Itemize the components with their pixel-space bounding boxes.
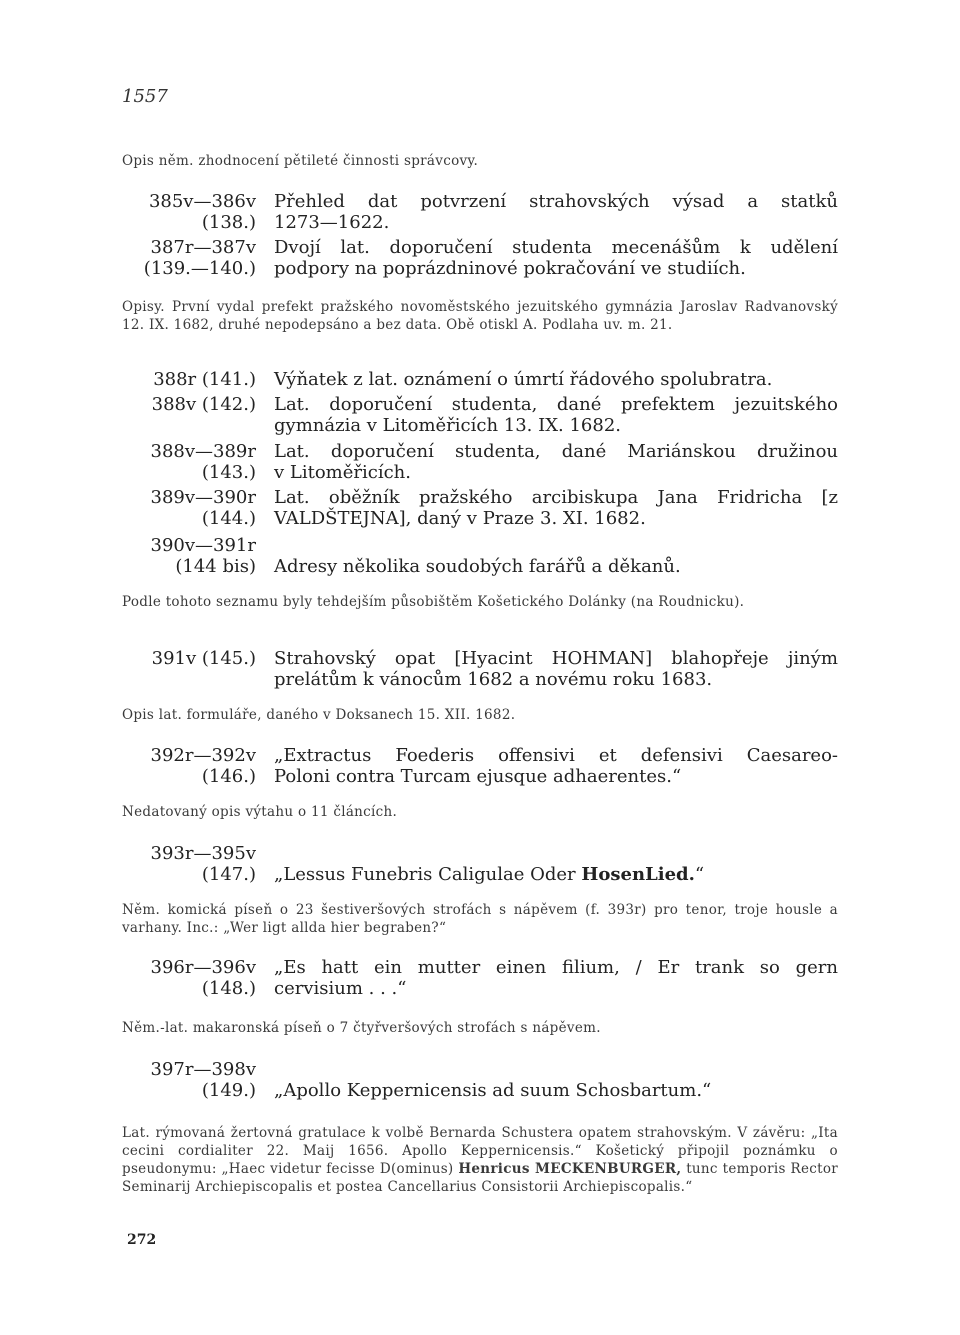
catalog-entry xyxy=(122,394,838,436)
bold-name: Henricus MECKENBURGER, xyxy=(458,1161,682,1177)
folio-reference xyxy=(122,191,274,233)
item-number: (139.—140.) xyxy=(143,258,256,279)
folio-reference xyxy=(122,535,274,577)
description-line: podpory na poprázdninové pokračování ve studiích. xyxy=(274,258,746,279)
item-number: (144.) xyxy=(201,508,256,529)
item-number: (138.) xyxy=(201,212,256,233)
item-number: (149.) xyxy=(201,1080,256,1101)
note: Opisy. První vydal prefekt pražského novoměstského jezuitského gymnázia Jaroslav Radvanovský 12. IX. 1682, druhé nepodepsáno a bez data. Obě otiskl A. Podlaha uv. m. 21. xyxy=(122,299,838,333)
folio-range: 389v—390r xyxy=(150,487,256,508)
catalog-entry xyxy=(122,648,838,690)
catalog-entry xyxy=(122,745,838,787)
entry-description xyxy=(274,369,838,390)
catalog-entry xyxy=(122,487,838,529)
description-line: cervisium . . .“ xyxy=(274,978,407,999)
note xyxy=(122,1124,838,1196)
description-line: gymnázia v Litoměřicích 13. IX. 1682. xyxy=(274,415,622,436)
item-number: (143.) xyxy=(201,462,256,483)
folio-range: 393r—395v xyxy=(150,843,256,864)
entry-number: 1557 xyxy=(122,86,168,107)
folio-range: 396r—396v xyxy=(150,957,256,978)
description-line: Poloni contra Turcam ejusque adhaerentes.“ xyxy=(274,766,682,787)
folio-reference xyxy=(122,1059,274,1101)
page-number: 272 xyxy=(127,1232,157,1248)
description-line: „Apollo Keppernicensis ad suum Schosbartum.“ xyxy=(274,1080,712,1101)
note: Něm. komická píseň o 23 šestiveršových strofách s nápěvem (f. 393r) pro tenor, troje housle a varhany. Inc.: „Wer ligt allda hier begraben?“ xyxy=(122,902,838,936)
description-line: Výňatek z lat. oznámení o úmrtí řádového spolubratra. xyxy=(274,369,773,390)
catalog-entry xyxy=(122,441,838,483)
note-text: Lat. rýmovaná žertovná gratulace k volbě Bernarda Schustera opatem strahovským. V závěru: „Ita cecini cordialiter 22. Maij 1656. Apollo Keppernicensis.“ Košetický připojil poznámku o pseudonymu: „Haec videtur fecisse D(ominus) xyxy=(122,1125,838,1177)
folio-reference: 391v (145.) xyxy=(151,648,256,669)
folio-reference xyxy=(122,441,274,483)
folio-reference xyxy=(122,745,274,787)
note: Něm.-lat. makaronská píseň o 7 čtyřveršových strofách s nápěvem. xyxy=(122,1020,601,1036)
folio-range: 392r—392v xyxy=(150,745,256,766)
description-line: Lat. doporučení studenta, dané prefektem jezuitského xyxy=(274,394,838,415)
entry-description xyxy=(274,957,838,999)
description-line: Lat. doporučení studenta, dané Mariánskou družinou xyxy=(274,441,838,462)
description-line: „Extractus Foederis offensivi et defensivi Caesareo- xyxy=(274,745,838,766)
description-line: „Es hatt ein mutter einen filium, / Er trank so gern xyxy=(274,957,838,978)
folio-reference: 388v (142.) xyxy=(151,394,256,415)
entry-description xyxy=(274,535,838,577)
closing-quote: “ xyxy=(694,864,705,885)
entry-description xyxy=(274,487,838,529)
description-line: Přehled dat potvrzení strahovských výsad a statků xyxy=(274,191,838,212)
entry-description xyxy=(274,394,838,436)
description-line: Adresy několika soudobých farářů a děkanů. xyxy=(274,556,681,577)
folio-reference xyxy=(122,237,274,279)
catalog-entry xyxy=(122,191,838,233)
item-number: (146.) xyxy=(201,766,256,787)
folio-reference xyxy=(122,843,274,885)
catalog-entry xyxy=(122,369,838,390)
note: Opis něm. zhodnocení pětileté činnosti správcovy. xyxy=(122,153,479,169)
folio-range: 397r—398v xyxy=(150,1059,256,1080)
description-line: Dvojí lat. doporučení studenta mecenášům k udělení xyxy=(274,237,838,258)
catalog-entry xyxy=(122,237,838,279)
item-number: (144 bis) xyxy=(175,556,256,577)
title-text: „Lessus Funebris Caligulae Oder xyxy=(274,864,576,885)
description-line: VALDŠTEJNA], daný v Praze 3. XI. 1682. xyxy=(274,508,646,529)
description-line: Strahovský opat [Hyacint HOHMAN] blahopřeje jiným xyxy=(274,648,838,669)
catalog-entry xyxy=(122,1059,838,1101)
description-line: 1273—1622. xyxy=(274,212,390,233)
folio-range: 388v—389r xyxy=(150,441,256,462)
entry-description xyxy=(274,1059,838,1101)
folio-reference xyxy=(122,957,274,999)
description-line: v Litoměřicích. xyxy=(274,462,411,483)
folio-range: 390v—391r xyxy=(150,535,256,556)
note: Podle tohoto seznamu byly tehdejším působištěm Košetického Dolánky (na Roudnicku). xyxy=(122,594,745,610)
description-line: Lat. oběžník pražského arcibiskupa Jana Fridricha [z xyxy=(274,487,838,508)
folio-reference xyxy=(122,487,274,529)
note: Opis lat. formuláře, daného v Doksanech 15. XII. 1682. xyxy=(122,707,516,723)
description-line: prelátům k vánocům 1682 a novému roku 1683. xyxy=(274,669,713,690)
note-text: tunc temporis Rector Seminarij Archiepiscopalis et postea Cancellarius Consistorii Archiepiscopalis.“ xyxy=(122,1161,839,1195)
note: Nedatovaný opis výtahu o 11 článcích. xyxy=(122,804,398,820)
catalog-entry xyxy=(122,535,838,577)
item-number: (148.) xyxy=(201,978,256,999)
item-number: (147.) xyxy=(201,864,256,885)
entry-description xyxy=(274,237,838,279)
description-line xyxy=(274,864,838,885)
bold-title: HosenLied. xyxy=(581,864,695,885)
entry-description xyxy=(274,843,838,885)
folio-reference: 388r (141.) xyxy=(153,369,256,390)
folio-range: 387r—387v xyxy=(150,237,256,258)
folio-range: 385v—386v xyxy=(148,191,256,212)
entry-description xyxy=(274,191,838,233)
entry-description xyxy=(274,648,838,690)
entry-description xyxy=(274,745,838,787)
catalog-entry xyxy=(122,957,838,999)
entry-description xyxy=(274,441,838,483)
catalog-entry xyxy=(122,843,838,885)
